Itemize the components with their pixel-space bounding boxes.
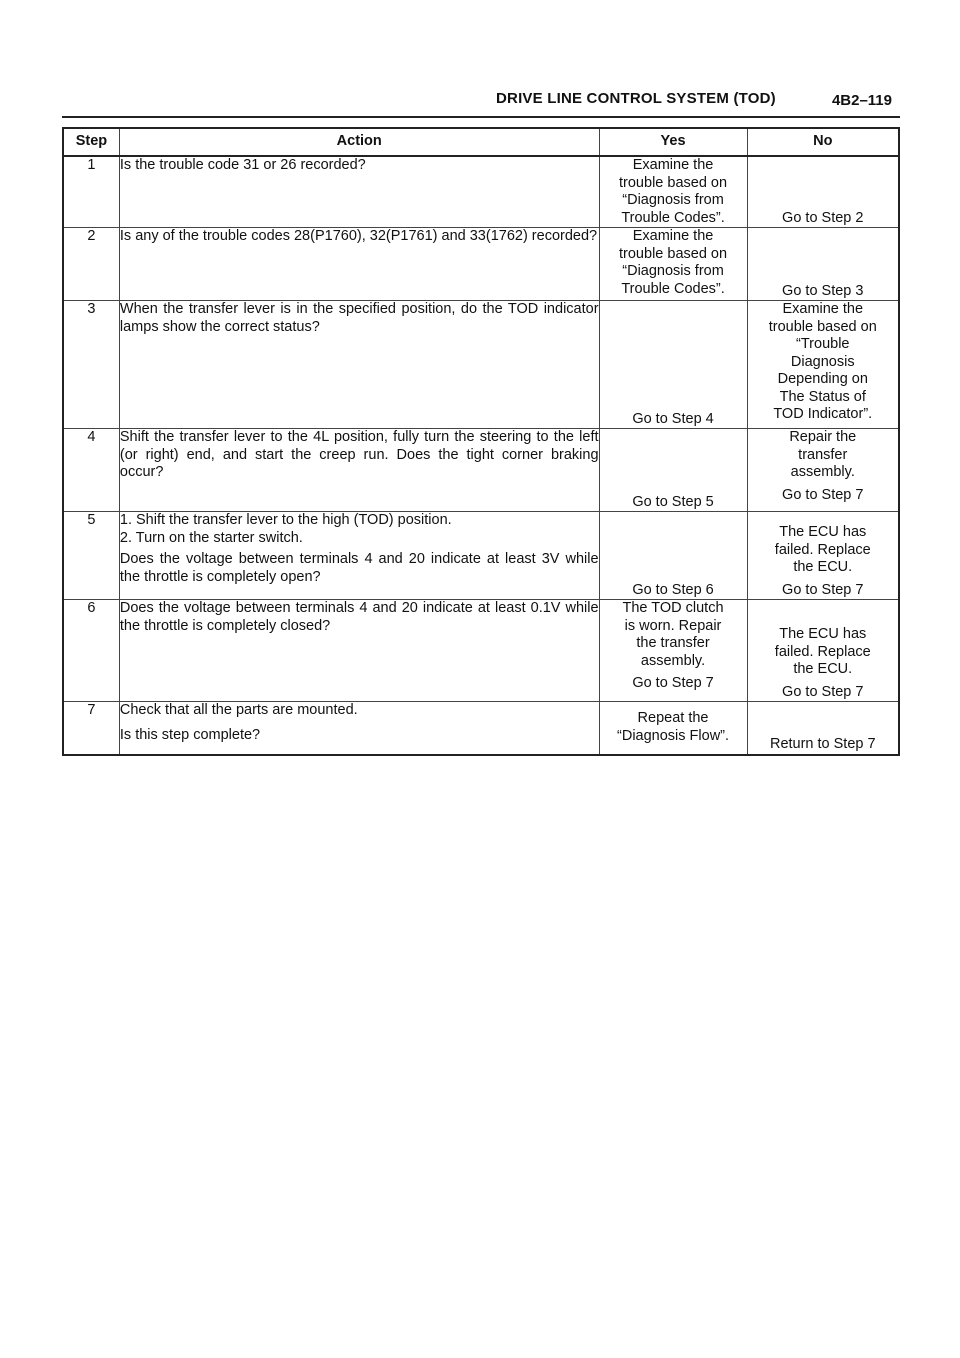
no-text: “Trouble (796, 336, 850, 352)
step-number: 1 (63, 156, 119, 228)
action-text: 2. Turn on the starter switch. (119, 529, 303, 546)
no-text: failed. Replace (774, 541, 871, 558)
no-cell (747, 512, 899, 600)
no-text: Examine the (782, 301, 864, 317)
table-row (63, 156, 899, 228)
no-text: Go to Step 3 (782, 282, 864, 299)
diagnosis-table (62, 127, 900, 756)
yes-text: the transfer (636, 635, 710, 651)
page-number: 4B2–119 (831, 92, 892, 109)
yes-text: Trouble Codes”. (621, 209, 725, 226)
column-header-action: Action (119, 128, 599, 156)
no-next-step: Go to Step 7 (782, 581, 864, 598)
step-number: 5 (63, 512, 119, 600)
step-number: 4 (63, 429, 119, 512)
no-cell (747, 429, 899, 512)
no-text: TOD Indicator”. (773, 406, 873, 422)
action-text: 1. Shift the transfer lever to the high (TOD) position. (119, 512, 452, 528)
no-text: Depending on (777, 371, 868, 387)
yes-text: assembly. (640, 652, 706, 669)
yes-cell (599, 702, 747, 755)
column-header-no: No (747, 128, 899, 156)
step-number: 2 (63, 228, 119, 301)
no-cell (747, 156, 899, 228)
no-cell (747, 600, 899, 702)
no-text: The ECU has (779, 524, 867, 540)
column-header-yes: Yes (599, 128, 747, 156)
table-row (63, 301, 899, 429)
action-cell (119, 429, 599, 512)
table-row (63, 429, 899, 512)
action-text: Is this step complete? (119, 726, 261, 743)
yes-cell (599, 156, 747, 228)
table-header-row (63, 128, 899, 156)
yes-cell (599, 512, 747, 600)
no-text: transfer (798, 446, 848, 463)
no-next-step: Go to Step 7 (782, 486, 864, 503)
yes-cell (599, 301, 747, 429)
action-cell (119, 156, 599, 228)
action-text: Does the voltage between terminals 4 and 20 indicate at least 3V while the throttle is completely open? (119, 551, 599, 585)
no-cell (747, 228, 899, 301)
no-text: the ECU. (793, 661, 853, 677)
action-text: Check that all the parts are mounted. (119, 702, 358, 718)
no-text: Return to Step 7 (769, 736, 876, 752)
no-text: The Status of (779, 388, 866, 405)
yes-text: Examine the (632, 157, 714, 173)
action-cell (119, 600, 599, 702)
yes-next-step: Go to Step 7 (632, 675, 714, 691)
action-cell (119, 512, 599, 600)
table-row (63, 600, 899, 702)
yes-text: “Diagnosis from (622, 263, 724, 279)
action-text: Shift the transfer lever to the 4L position, fully turn the steering to the left (or right) end, and start the creep run. Does the tight corner braking occur? (119, 429, 599, 480)
yes-text: Go to Step 4 (632, 410, 714, 427)
no-cell (747, 702, 899, 755)
yes-text: Go to Step 6 (632, 581, 714, 598)
yes-cell (599, 429, 747, 512)
no-text: Go to Step 2 (782, 209, 864, 226)
no-text: trouble based on (768, 318, 877, 335)
no-text: Repair the (789, 429, 857, 445)
table-row (63, 702, 899, 755)
step-number: 7 (63, 702, 119, 755)
table-row (63, 512, 899, 600)
yes-text: Go to Step 5 (632, 493, 714, 510)
yes-cell (599, 228, 747, 301)
yes-cell (599, 600, 747, 702)
table-row (63, 228, 899, 301)
action-text: Does the voltage between terminals 4 and 20 indicate at least 0.1V while the throttle is completely closed? (119, 600, 599, 634)
action-cell (119, 301, 599, 429)
step-number: 6 (63, 600, 119, 702)
no-text: assembly. (790, 464, 855, 480)
yes-text: Examine the (632, 228, 714, 244)
no-next-step: Go to Step 7 (782, 683, 864, 700)
section-title: DRIVE LINE CONTROL SYSTEM (TOD) (496, 90, 776, 107)
yes-text: “Diagnosis from (622, 192, 724, 208)
action-text: Is any of the trouble codes 28(P1760), 32(P1761) and 33(1762) recorded? (119, 228, 598, 244)
action-cell (119, 228, 599, 301)
yes-text: Trouble Codes”. (621, 280, 725, 297)
yes-text: The TOD clutch (622, 600, 724, 616)
no-text: failed. Replace (774, 643, 871, 660)
no-text: the ECU. (793, 559, 853, 575)
no-text: Diagnosis (790, 353, 855, 370)
action-text: When the transfer lever is in the specified position, do the TOD indicator lamps show the correct status? (119, 301, 599, 335)
yes-text: “Diagnosis Flow”. (617, 727, 730, 744)
action-text: Is the trouble code 31 or 26 recorded? (119, 157, 366, 173)
yes-text: trouble based on (619, 245, 728, 262)
no-cell (747, 301, 899, 429)
yes-text: Repeat the (637, 710, 709, 727)
yes-text: is worn. Repair (624, 617, 722, 634)
column-header-step: Step (63, 128, 119, 156)
page-header (62, 86, 900, 118)
yes-text: trouble based on (619, 174, 728, 191)
action-cell (119, 702, 599, 755)
step-number: 3 (63, 301, 119, 429)
no-text: The ECU has (779, 626, 867, 642)
